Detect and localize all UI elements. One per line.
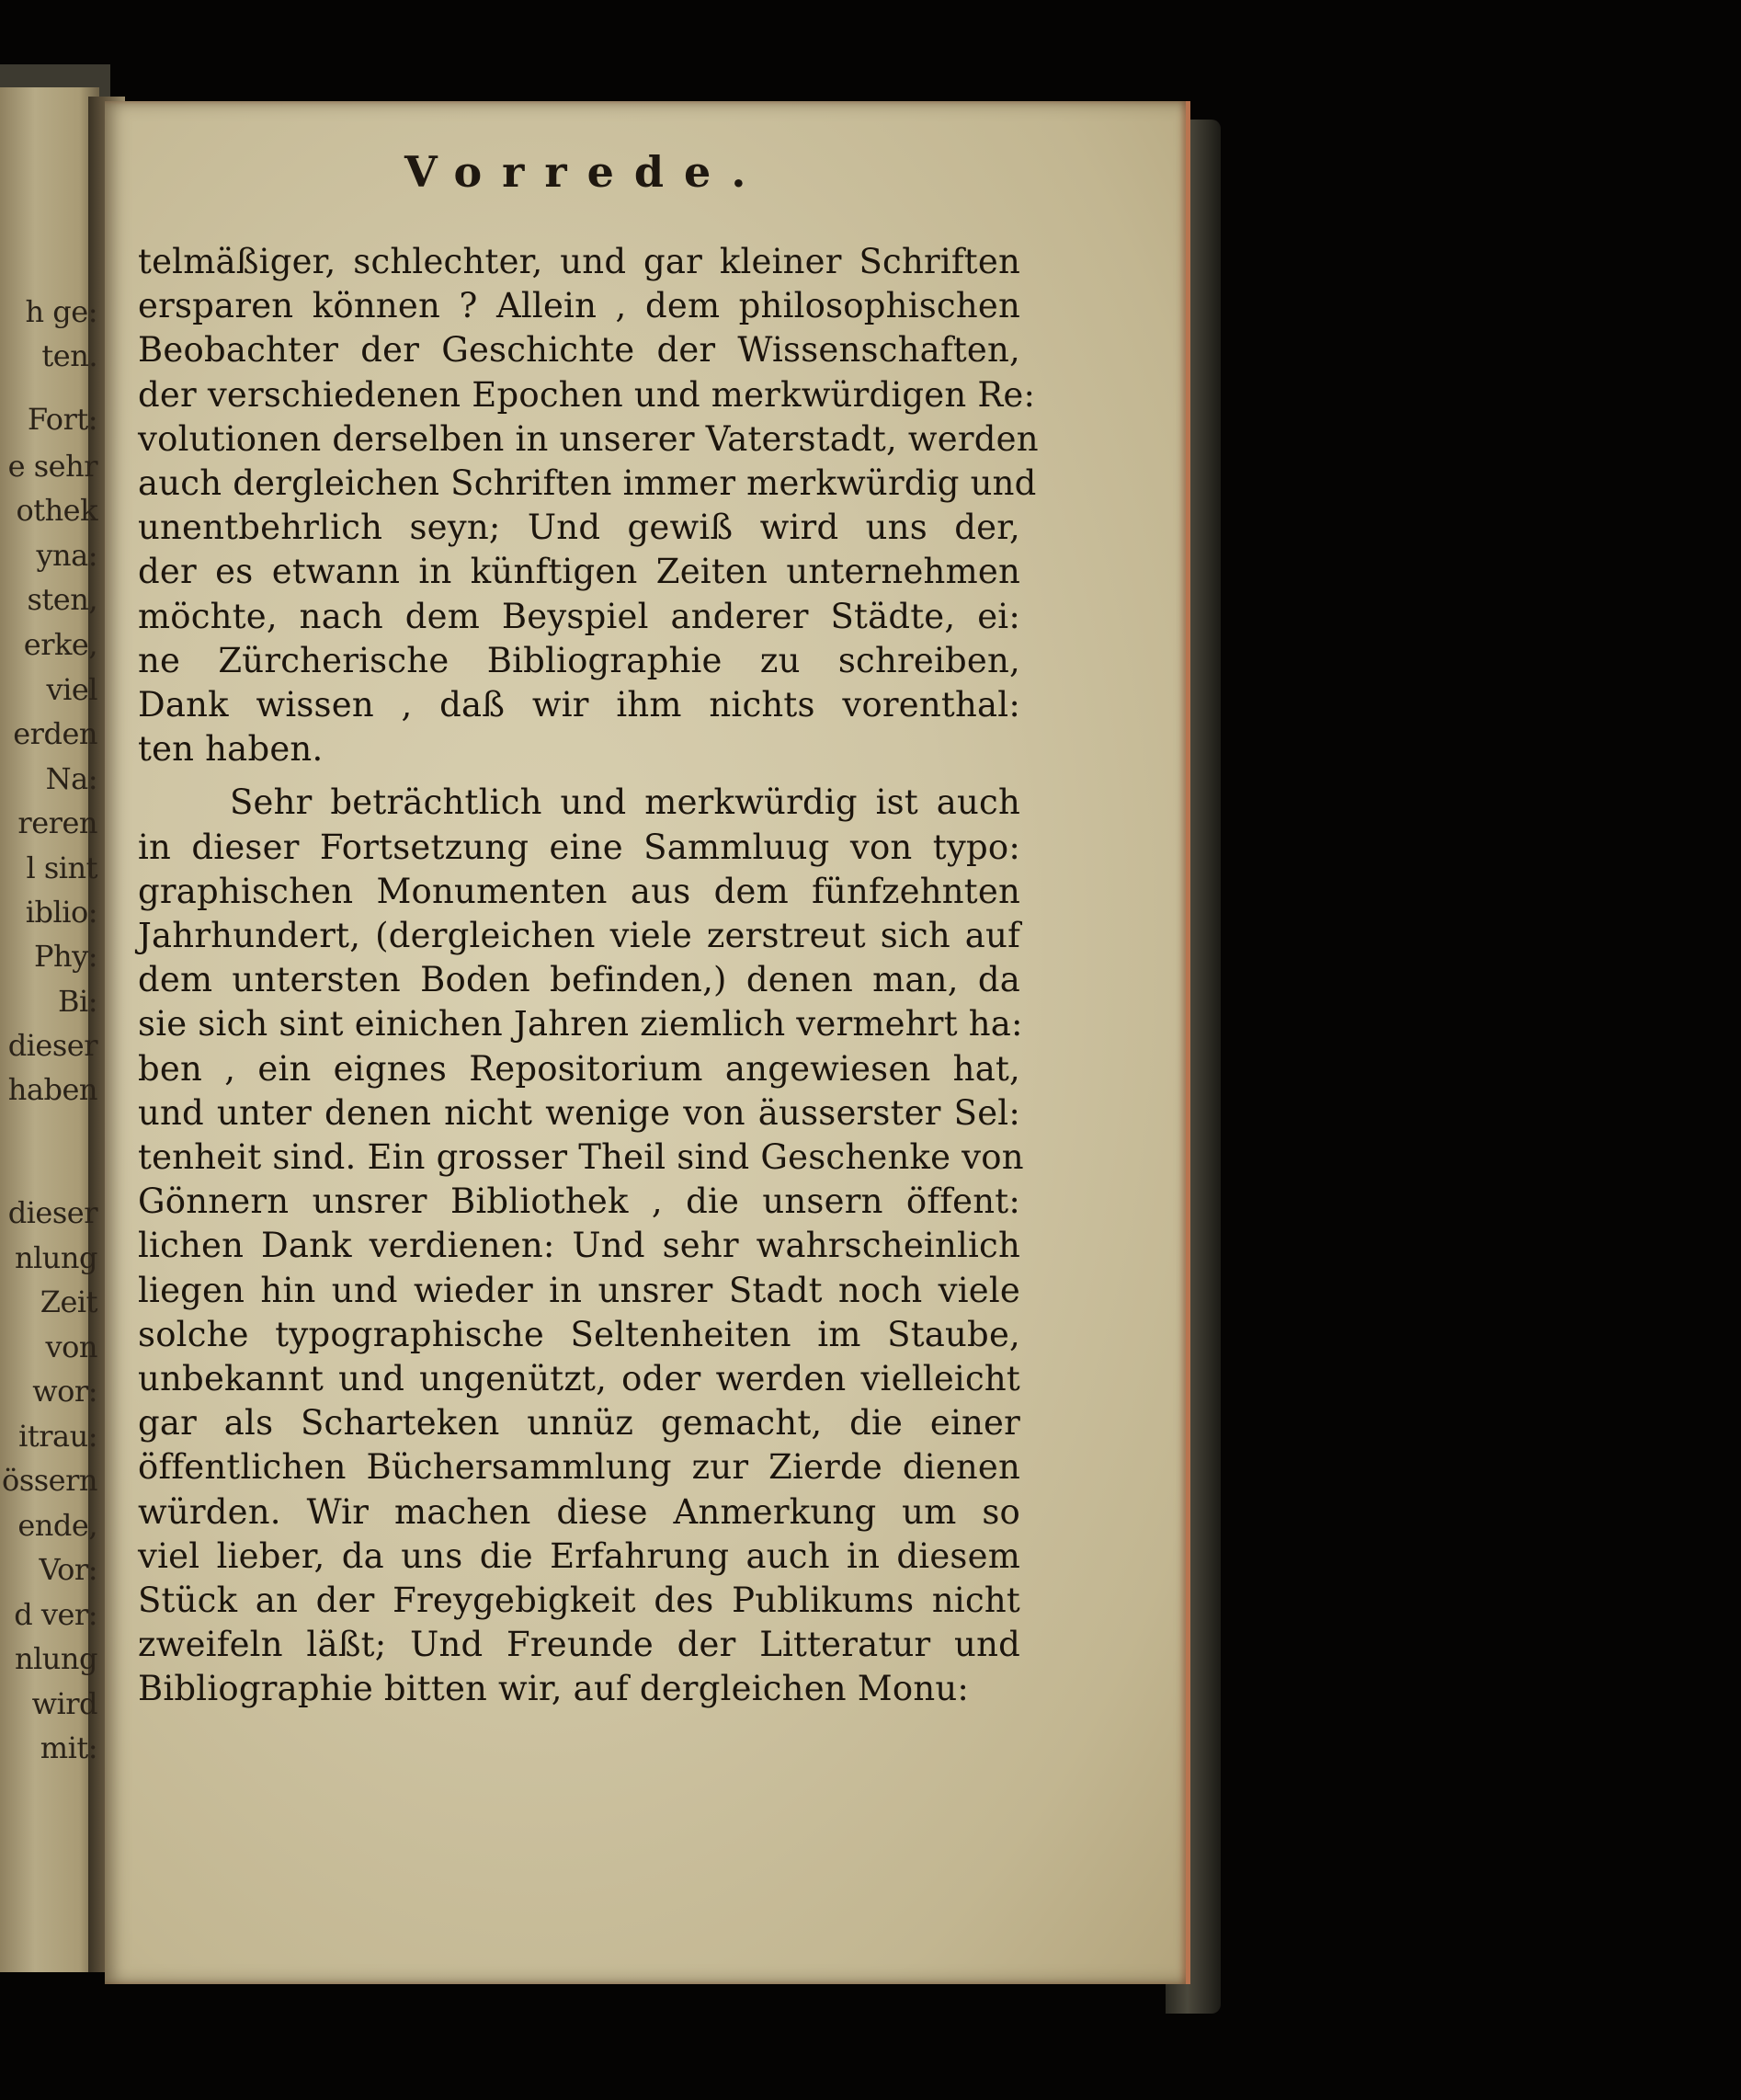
left-page-fragment: össern bbox=[2, 1463, 97, 1498]
left-page-fragment: wird bbox=[31, 1686, 97, 1721]
left-page-fragment: von bbox=[45, 1330, 97, 1364]
left-page-fragment: Zeit bbox=[40, 1284, 97, 1319]
text-line: lichen Dank verdienen: Und sehr wahrscheinlich bbox=[138, 1226, 1020, 1266]
text-line: Beobachter der Geschichte der Wissenschaften, bbox=[138, 330, 1020, 371]
left-page-fragment: haben bbox=[7, 1072, 97, 1107]
text-line: Jahrhundert, (dergleichen viele zerstreut sich auf bbox=[138, 916, 1020, 955]
text-line: unentbehrlich seyn; Und gewiß wird uns der, bbox=[138, 508, 1020, 548]
left-page-fragment: nlung bbox=[14, 1240, 97, 1275]
text-line: volutionen derselben in unserer Vaterstadt, werden bbox=[138, 418, 1039, 459]
text-line: ne Zürcherische Bibliographie zu schreiben, bbox=[138, 640, 1020, 680]
running-head: Vorrede. bbox=[404, 147, 767, 197]
text-line: graphischen Monumenten aus dem fünfzehnten bbox=[138, 871, 1020, 911]
text-line: der verschiedenen Epochen und merkwürdigen Re: bbox=[138, 374, 1036, 415]
text-line: auch dergleichen Schriften immer merkwürdig und bbox=[138, 463, 1037, 503]
left-page-fragment: Na: bbox=[45, 761, 97, 796]
left-page-fragment: ende, bbox=[17, 1508, 97, 1543]
left-page-fragment: Bi: bbox=[57, 984, 97, 1019]
text-line: ersparen können ? Allein , dem philosophischen bbox=[138, 286, 1020, 326]
text-line: sie sich sint einichen Jahren ziemlich vermehrt ha: bbox=[138, 1004, 1023, 1044]
text-line: telmäßiger, schlechter, und gar kleiner Schriften bbox=[138, 242, 1020, 281]
text-line: zweifeln läßt; Und Freunde der Litteratur und bbox=[138, 1625, 1020, 1665]
text-line: ten haben. bbox=[138, 729, 324, 770]
text-line: würden. Wir machen diese Anmerkung um so bbox=[138, 1491, 1020, 1532]
text-line: Stück an der Freygebigkeit des Publikums nicht bbox=[138, 1581, 1020, 1620]
text-line: der es etwann in künftigen Zeiten unternehmen bbox=[138, 552, 1020, 592]
left-page-fragment: yna: bbox=[36, 538, 97, 573]
text-line: solche typographische Seltenheiten im Staube, bbox=[138, 1314, 1020, 1354]
left-page-fragment: erke, bbox=[23, 627, 97, 662]
text-line: liegen hin und wieder in unsrer Stadt noch viele bbox=[138, 1270, 1020, 1310]
left-page-fragment: othek bbox=[16, 493, 97, 528]
text-line: möchte, nach dem Beyspiel anderer Städte, ei: bbox=[138, 596, 1020, 636]
left-page-fragment: iblio: bbox=[25, 895, 97, 930]
left-page-fragment: sten, bbox=[27, 582, 97, 617]
left-page-fragment: e sehr bbox=[7, 449, 97, 484]
left-page-fragment: l sint bbox=[26, 850, 97, 885]
text-line: und unter denen nicht wenige von äusserster Sel: bbox=[138, 1092, 1020, 1133]
left-page-fragment: wor: bbox=[32, 1374, 97, 1409]
left-page-fragment: reren bbox=[17, 805, 97, 840]
text-line: dem untersten Boden befinden,) denen man, da bbox=[138, 960, 1020, 1000]
left-page-fragment: itrau: bbox=[18, 1419, 97, 1454]
text-line: Sehr beträchtlich und merkwürdig ist auch bbox=[230, 782, 1020, 823]
left-page-fragment: Vor: bbox=[39, 1552, 97, 1587]
left-page-fragment: viel bbox=[46, 672, 97, 707]
text-line: Bibliographie bitten wir, auf dergleichen Monu: bbox=[138, 1669, 970, 1709]
text-line: öffentlichen Büchersammlung zur Zierde dienen bbox=[138, 1447, 1020, 1488]
left-page-fragment: mit: bbox=[40, 1730, 97, 1765]
text-line: ben , ein eignes Repositorium angewiesen hat, bbox=[138, 1048, 1020, 1089]
left-page-fragment: ten. bbox=[41, 338, 97, 373]
left-page-fragment: nlung bbox=[14, 1641, 97, 1676]
left-page-fragment: h ge: bbox=[25, 294, 97, 329]
text-line: in dieser Fortsetzung eine Sammluug von typo: bbox=[138, 827, 1020, 867]
left-page-fragment: dieser bbox=[7, 1195, 97, 1230]
left-page-fragment: Fort: bbox=[27, 402, 97, 437]
text-line: viel lieber, da uns die Erfahrung auch in diesem bbox=[138, 1535, 1020, 1576]
text-line: tenheit sind. Ein grosser Theil sind Geschenke von bbox=[138, 1137, 1024, 1177]
text-line: Dank wissen , daß wir ihm nichts vorenthal: bbox=[138, 685, 1020, 725]
left-page-fragment: erden bbox=[13, 716, 97, 751]
text-line: unbekannt und ungenützt, oder werden vielleicht bbox=[138, 1359, 1020, 1398]
text-line: Gönnern unsrer Bibliothek , die unsern öffent: bbox=[138, 1181, 1020, 1222]
text-line: gar als Scharteken unnüz gemacht, die einer bbox=[138, 1403, 1020, 1444]
left-page-fragment: d ver: bbox=[14, 1597, 97, 1632]
left-page-fragment: dieser bbox=[7, 1028, 97, 1063]
left-page-fragment: Phy: bbox=[34, 939, 97, 974]
